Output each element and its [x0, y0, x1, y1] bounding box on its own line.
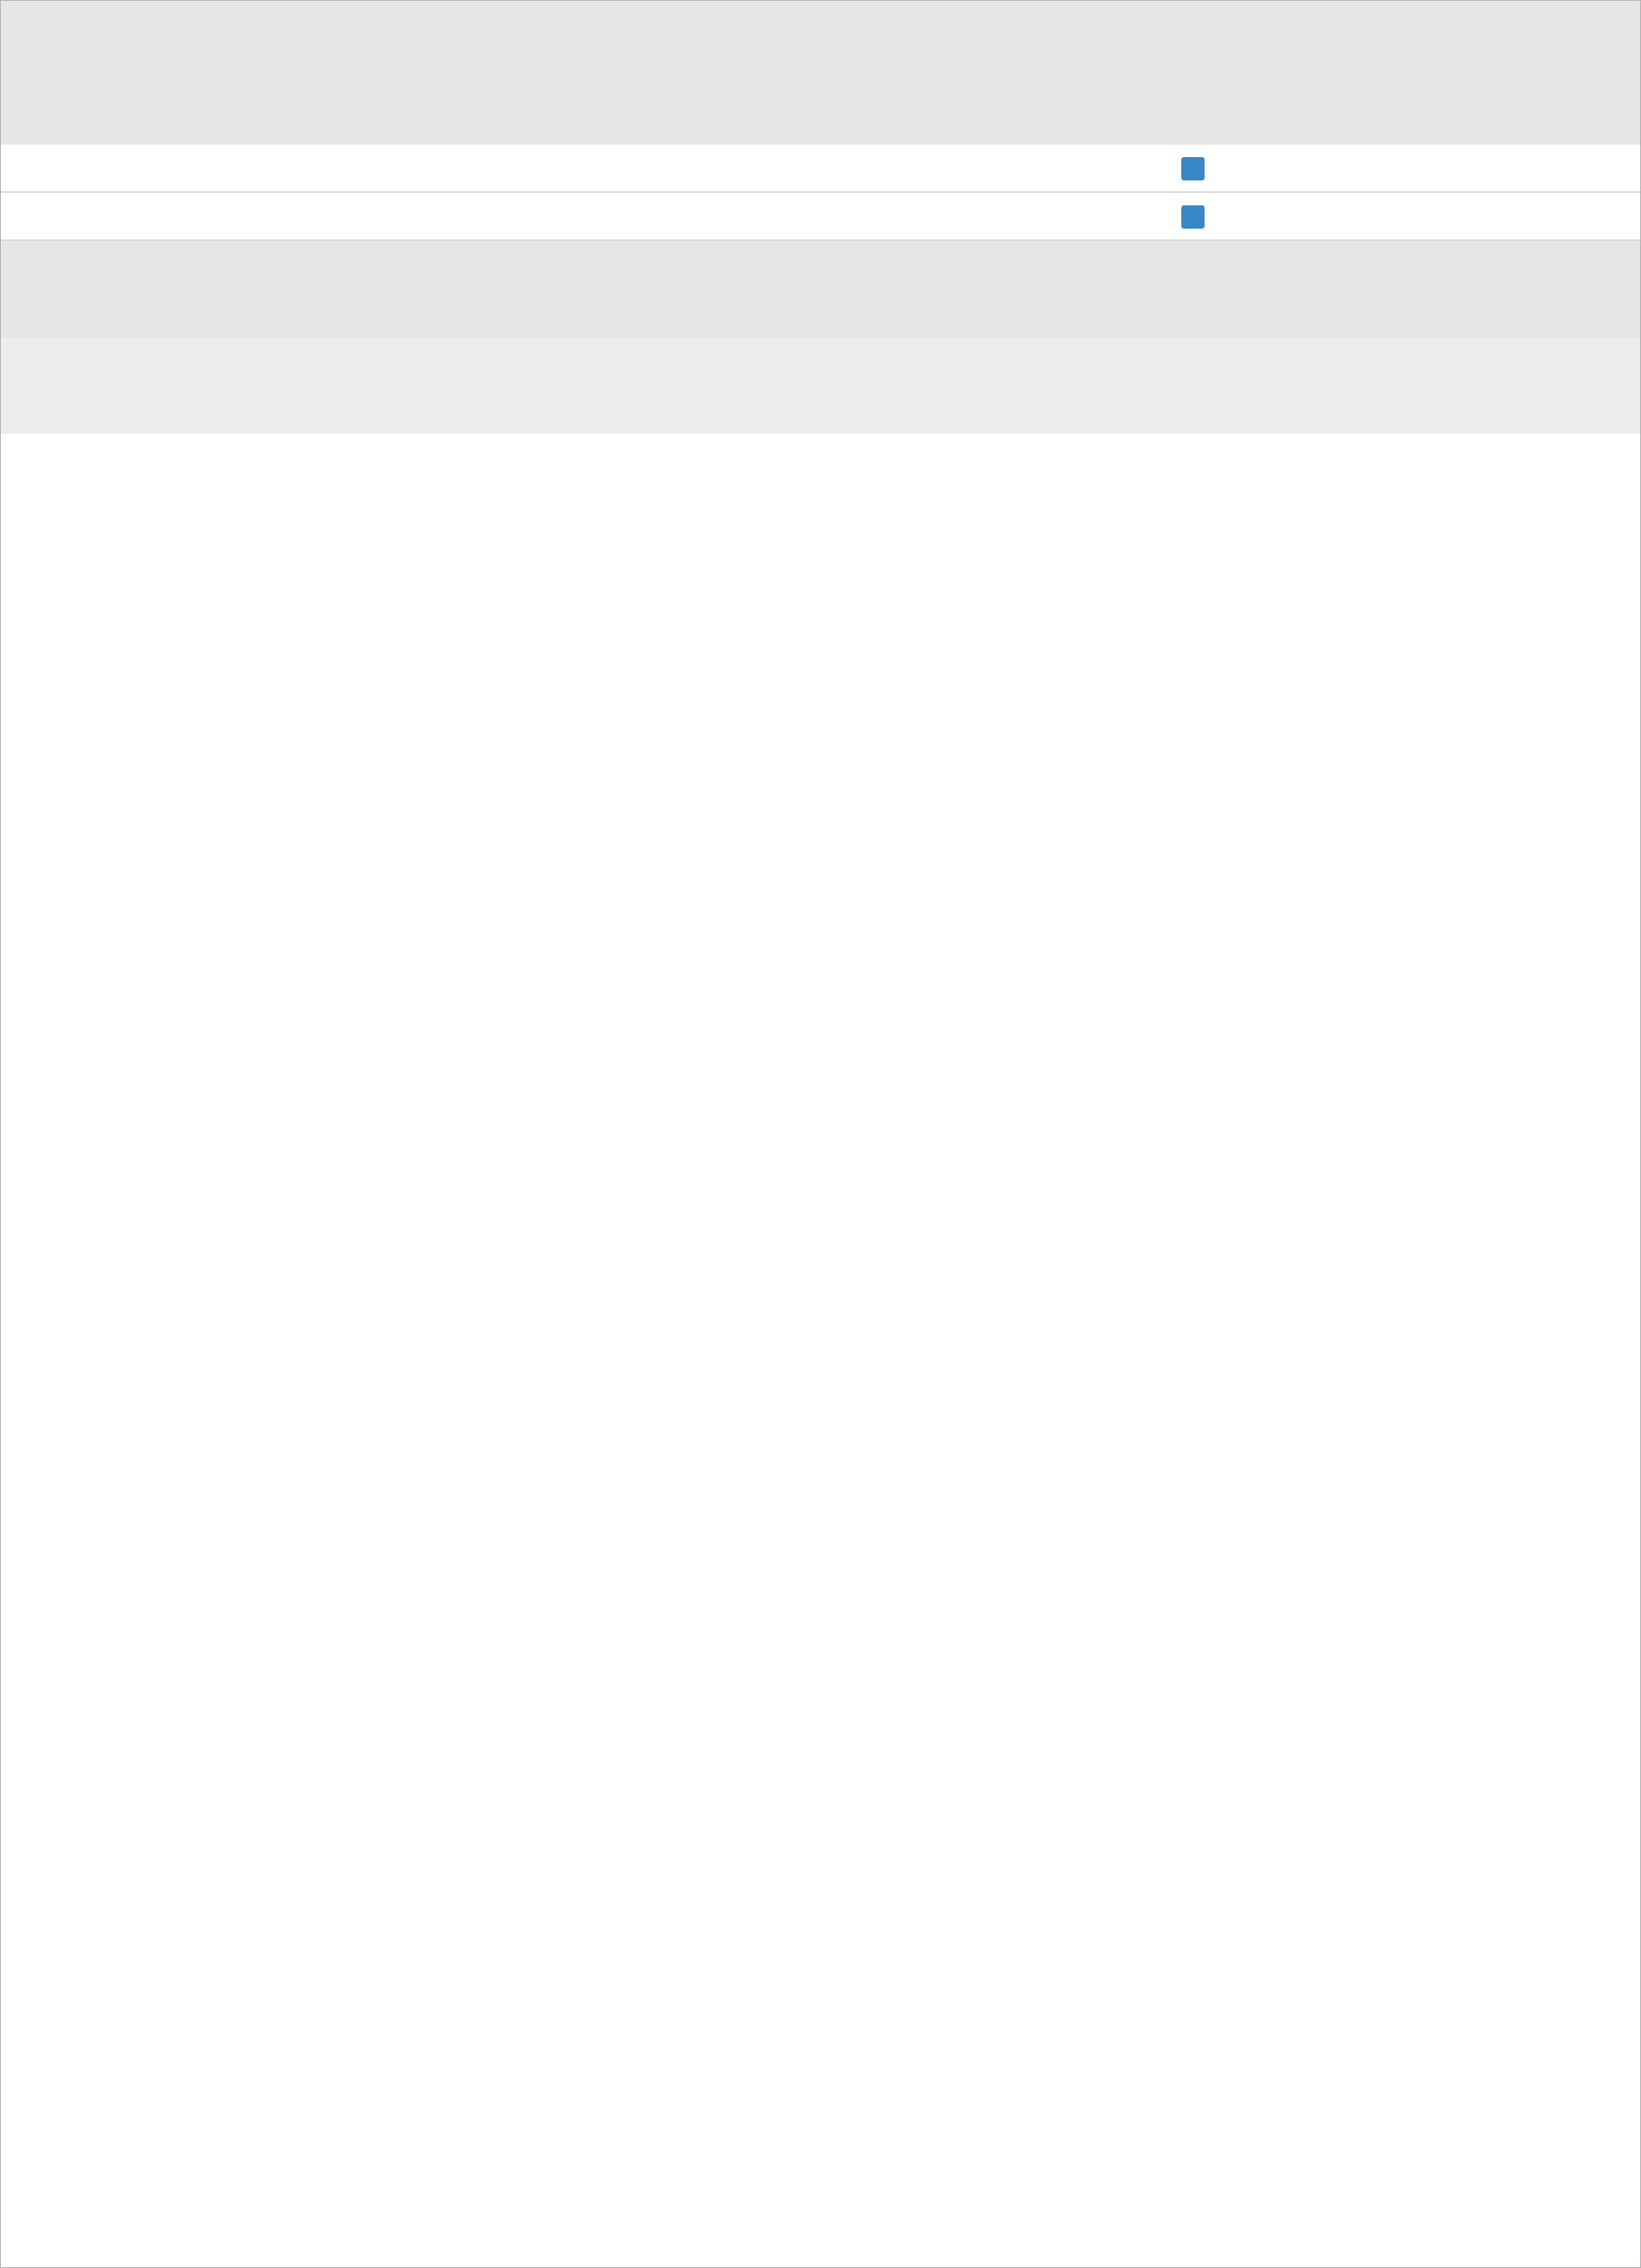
entry-cluster — [1239, 145, 1322, 193]
ipv4-badge-icon — [1181, 157, 1205, 180]
col-header-no — [0, 96, 183, 145]
entry-no — [0, 193, 183, 241]
col-header-no — [0, 289, 91, 338]
entry-org — [447, 193, 1147, 241]
entry-no — [0, 145, 183, 193]
report-title — [0, 0, 1641, 48]
entry-region — [183, 145, 274, 193]
entry-exit-count — [1322, 193, 1641, 241]
ipv4-badge-icon — [1181, 205, 1205, 229]
footer-line-1 — [0, 338, 1641, 386]
title-row — [0, 0, 1641, 48]
col-header-stack — [1147, 96, 1239, 145]
col-header-cluster — [1239, 289, 1322, 338]
entry-asn — [274, 193, 447, 241]
exit-section-label — [0, 241, 1641, 289]
entry-stack — [1147, 193, 1239, 241]
table-row — [0, 193, 1641, 241]
entry-stack — [1147, 145, 1239, 193]
footer-row-2 — [0, 386, 1641, 434]
entry-org — [447, 145, 1147, 193]
footer-row-1 — [0, 338, 1641, 386]
footer-line-2 — [0, 386, 1641, 434]
entry-exit-count — [1322, 145, 1641, 193]
col-header-cluster — [1239, 96, 1322, 145]
col-header-exit-count — [1322, 96, 1641, 145]
col-header-asn — [274, 96, 447, 145]
entry-region — [183, 193, 274, 241]
entry-asn — [274, 145, 447, 193]
col-header-entry — [91, 289, 183, 338]
entry-section-label — [0, 48, 1641, 96]
col-header-region — [183, 289, 274, 338]
exit-section-row — [0, 241, 1641, 289]
col-header-asn — [274, 289, 447, 338]
col-header-region — [183, 96, 274, 145]
col-header-node-name — [1322, 289, 1641, 338]
exit-header-row — [0, 289, 1641, 338]
report-table — [0, 0, 1641, 434]
col-header-stack — [1147, 289, 1239, 338]
entry-cluster — [1239, 193, 1322, 241]
entry-header-row — [0, 96, 1641, 145]
col-header-org — [447, 289, 1147, 338]
col-header-org — [447, 96, 1147, 145]
table-row — [0, 145, 1641, 193]
entry-section-row — [0, 48, 1641, 96]
